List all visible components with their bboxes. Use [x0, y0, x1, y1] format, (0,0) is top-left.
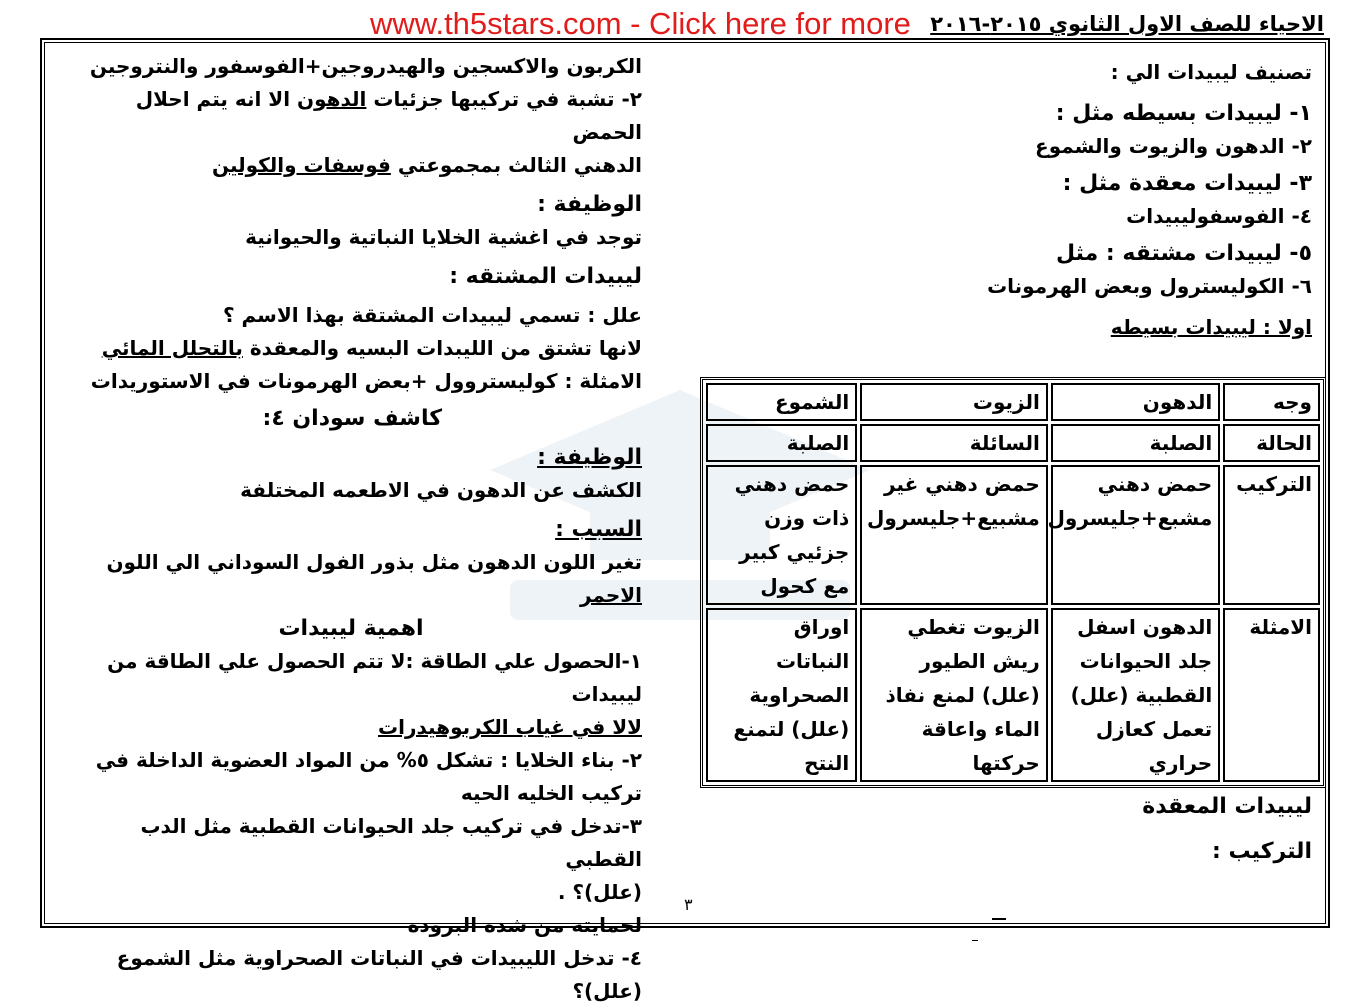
function2-text: الكشف عن الدهون في الاطعمه المختلفة — [240, 478, 642, 502]
reason-title: السبب : — [555, 517, 642, 542]
page-number: ٣ — [684, 895, 693, 914]
function2-title: الوظيفة : — [537, 445, 642, 470]
importance-line-5: ٣-تدخل في تركيب جلد الحيوانات القطبية مثل الدب القطبي — [140, 814, 642, 871]
simple-lipids-title: اولا : ليبيدات بسيطه — [1110, 315, 1312, 339]
classification-item-2: ٢- الدهون والزيوت والشموع — [1035, 134, 1312, 158]
simple-lipids-table — [700, 377, 1326, 788]
complex-lipids-section — [700, 790, 1312, 868]
function-title: الوظيفة : — [537, 192, 642, 217]
table-cell: الدهون — [1051, 383, 1220, 421]
table-cell: وجه — [1223, 383, 1320, 421]
importance-line-4: تركيب الخليه الحيه — [460, 781, 642, 805]
complex-lipids-title: ليبيدات المعقدة — [1142, 794, 1312, 819]
table-row — [706, 424, 1320, 462]
function-text: توجد في اغشية الخلايا النباتية والحيوانية — [245, 225, 642, 249]
text-span-underlined: بالتحلل المائي — [101, 336, 243, 360]
phospholipid-groups-line — [60, 149, 642, 182]
table-cell: الصلبة — [1051, 424, 1220, 462]
classification-item-6: ٦- الكوليسترول وبعض الهرمونات — [987, 274, 1312, 298]
sudan-title: كاشف سودان ٤: — [262, 406, 442, 431]
text-span-underlined: الاحمر — [579, 583, 642, 607]
elements-line: الكربون والاكسجين والهيدروجين+الفوسفور والنتروجين — [89, 54, 642, 78]
classification-item-4: ٤- الفوسفوليبيدات — [1126, 204, 1312, 228]
phospholipid-structure-line — [60, 83, 642, 149]
table-cell: اوراق النباتات الصحراوية (علل) لتمنع النتح — [706, 608, 857, 782]
page-header-title: الاحياء للصف الاول الثانوي ٢٠١٥-٢٠١٦ — [930, 12, 1324, 36]
left-column — [60, 50, 642, 1008]
divider — [972, 940, 978, 941]
importance-line-2: لالا في غياب الكربوهيدرات — [378, 715, 642, 739]
text-span: لانها تشتق من الليبدات البسيه والمعقدة — [242, 336, 642, 360]
divider — [992, 918, 1006, 920]
text-span: ٢- تشبة في تركيبها جزئيات — [366, 87, 642, 111]
table-cell: الحالة — [1223, 424, 1320, 462]
composition-label: التركيب : — [1212, 839, 1312, 864]
text-span-underlined: فوسفات والكولين — [211, 153, 391, 177]
text-span: الدهني الثالث بمجموعتي — [390, 153, 642, 177]
importance-line-1: ١-الحصول علي الطاقة :لا تتم الحصول علي الطاقة من ليبيدات — [107, 649, 642, 706]
classification-item-5: ٥- ليبيدات مشتقه : مثل — [1056, 241, 1312, 266]
table-cell: التركيب — [1223, 465, 1320, 605]
table-cell: الدهون اسفل جلد الحيوانات القطبية (علل) تعمل كعازل حراري — [1051, 608, 1220, 782]
table-row — [706, 608, 1320, 782]
table-cell: حمض دهني ذات وزن جزئيي كبير مع كحول — [706, 465, 857, 605]
importance-line-7: لحمايته من شده البروده — [407, 913, 642, 937]
classification-title: تصنيف ليبيدات الي : — [1110, 60, 1312, 84]
table-cell: الزيوت — [860, 383, 1048, 421]
text-span: الا انه يتم احلال الحمض — [135, 87, 642, 144]
classification-item-3: ٣- ليبيدات معقدة مثل : — [1062, 171, 1312, 196]
table-cell: الامثلة — [1223, 608, 1320, 782]
table-cell: الشموع — [706, 383, 857, 421]
table-row — [706, 383, 1320, 421]
table-cell: حمض دهني غير مشبيع+جليسرول — [860, 465, 1048, 605]
table-row — [706, 465, 1320, 605]
why-question: علل : تسمي ليبيدات المشتقة بهذا الاسم ؟ — [222, 303, 642, 327]
examples-line: الامثلة : كوليستروول +بعض الهرمونات في الاستوريدات — [90, 369, 642, 393]
table-cell: الزيوت تغطي ريش الطيور (علل) لمنع نفاذ الماء واعاقة حركتها — [860, 608, 1048, 782]
importance-line-8: ٤- تدخل الليبيدات في النباتات الصحراوية مثل الشموع (علل)؟ — [116, 946, 642, 1003]
right-column — [700, 56, 1312, 344]
importance-title: اهمية ليبيدات — [278, 616, 424, 641]
reason-text — [60, 546, 642, 612]
importance-line-3: ٢- بناء الخلايا : تشكل ٥% من المواد العضوية الداخلة في — [95, 748, 642, 772]
text-span: تغير اللون الدهون مثل بذور الفول السوداني الي اللون — [106, 550, 642, 574]
text-span-underlined: الدهون — [297, 87, 367, 111]
importance-line-6: (علل)؟ . — [557, 880, 642, 904]
watermark-link[interactable]: www.th5stars.com - Click here for more — [370, 6, 911, 41]
table-cell: الصلبة — [706, 424, 857, 462]
derived-lipids-title: ليبيدات المشتقه : — [449, 264, 642, 289]
classification-item-1: ١- ليبيدات بسيطه مثل : — [1055, 101, 1312, 126]
why-answer — [60, 332, 642, 365]
table-cell: السائلة — [860, 424, 1048, 462]
table-cell: حمض دهني مشبع+جليسرول — [1051, 465, 1220, 605]
